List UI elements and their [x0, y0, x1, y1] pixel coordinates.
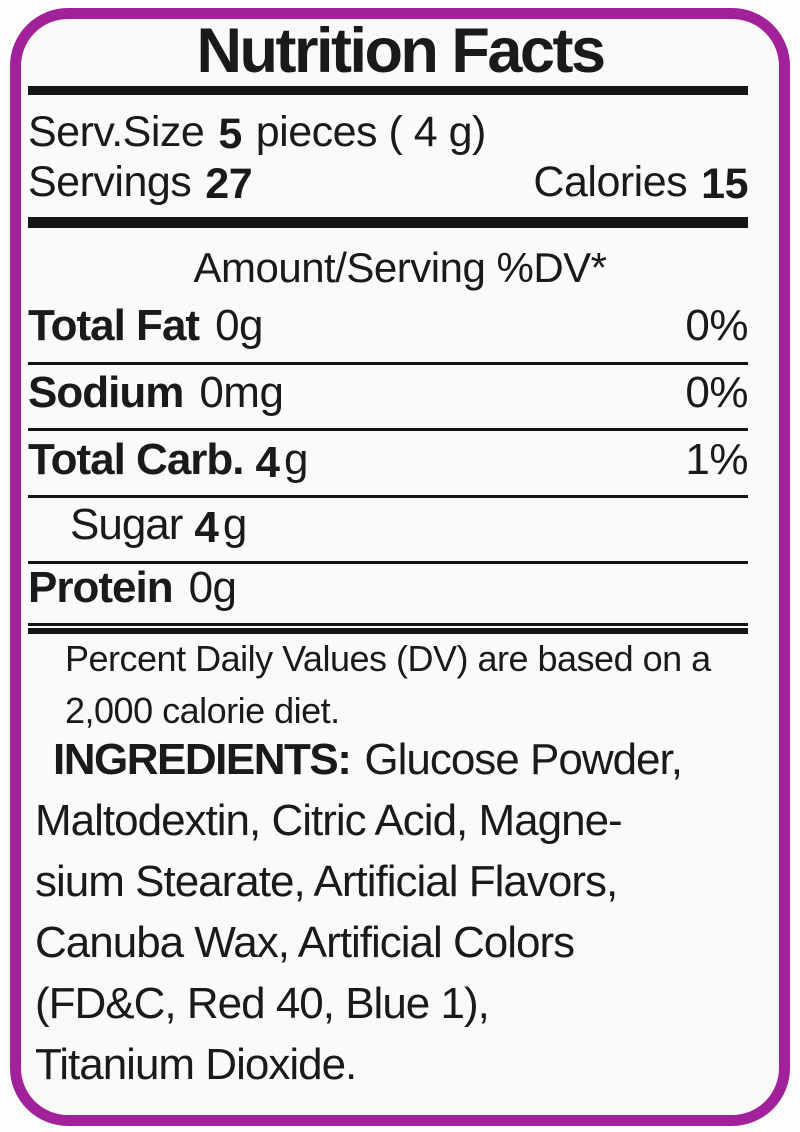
- sodium-cell: [28, 368, 283, 418]
- divider-total-fat: [28, 362, 748, 365]
- servings-value: 27: [205, 160, 253, 208]
- calories-label: Calories: [533, 158, 688, 206]
- ingredients-label: INGREDIENTS:: [53, 735, 351, 784]
- total-fat-cell: [28, 301, 263, 351]
- footnote-line-1: Percent Daily Values (DV) are based on a: [65, 638, 711, 679]
- ingredients-line-4: Canuba Wax, Artificial Colors: [35, 918, 575, 967]
- nutrient-row-sugar: [28, 500, 748, 550]
- total-carb-amount: 4g: [255, 435, 308, 487]
- servings-cell: [28, 157, 252, 207]
- ingredients-line-6: Titanium Dioxide.: [35, 1040, 357, 1089]
- sugar-cell: [28, 500, 247, 550]
- sodium-dv: 0%: [685, 368, 748, 417]
- footnote-line-2: 2,000 calorie diet.: [65, 690, 340, 731]
- serving-size-label: Serv.Size: [28, 108, 205, 156]
- sodium-amount: 0mg: [199, 368, 284, 417]
- total-carb-cell: [28, 435, 308, 485]
- total-fat-amount: 0g: [215, 301, 264, 350]
- serving-size-row: [28, 107, 748, 157]
- nutrient-row-total-fat: [28, 301, 748, 351]
- servings-label: Servings: [28, 158, 192, 206]
- serving-size-unit: pieces ( 4 g): [255, 108, 486, 156]
- servings-calories-row: [28, 157, 748, 207]
- total-carb-dv: 1%: [685, 435, 748, 484]
- protein-cell: [28, 563, 237, 613]
- ingredients-line-2: Maltodextin, Citric Acid, Magne-: [35, 796, 622, 845]
- sugar-amount: 4g: [194, 500, 247, 552]
- nutrient-row-protein: [28, 563, 748, 613]
- ingredients-line-1: INGREDIENTS: Glucose Powder,: [53, 735, 682, 784]
- ingredients-line-5: (FD&C, Red 40, Blue 1),: [35, 979, 489, 1028]
- divider-total-carb: [28, 495, 748, 498]
- protein-amount: 0g: [188, 563, 237, 612]
- total-carb-name: Total Carb.: [28, 435, 244, 484]
- divider-under-title: [28, 86, 748, 95]
- protein-name: Protein: [28, 563, 173, 612]
- ingredients-line-3: sium Stearate, Artificial Flavors,: [35, 857, 618, 906]
- nutrient-row-sodium: [28, 368, 748, 418]
- ingredients-section: [35, 729, 771, 1095]
- calories-value: 15: [701, 160, 748, 208]
- daily-values-footnote: [65, 633, 711, 737]
- total-fat-dv: 0%: [685, 301, 748, 350]
- column-header: Amount/Serving %DV*: [193, 244, 607, 291]
- label-title: Nutrition Facts: [196, 16, 604, 86]
- nutrition-label: [10, 8, 790, 1126]
- label-content: [21, 16, 779, 1115]
- calories-cell: [533, 157, 748, 207]
- divider-heavy-top: [28, 217, 748, 228]
- nutrient-row-total-carb: [28, 435, 748, 485]
- sodium-name: Sodium: [28, 368, 184, 417]
- sugar-name: Sugar: [70, 500, 183, 549]
- serving-size-value: 5: [218, 110, 242, 158]
- total-fat-name: Total Fat: [28, 301, 200, 350]
- divider-sodium: [28, 428, 748, 431]
